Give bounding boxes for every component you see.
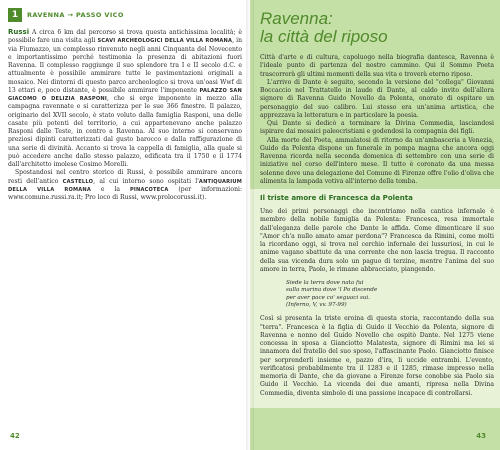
place-name: PALAZZO SAN GIACOMO O DELIZIA RASPONI [8, 87, 243, 102]
paragraph: Alla morte del Poeta, ammalatosi di ritorno da un'ambasceria a Venezia, Guido da Polenta dispone un funerale in pompa magna che ancora oggi Ravenna ricorda nella seconda domenica di settembre con una serie di iniziative nel corso dell'intero mese. Il tutto è coronato da una messa solenne dove una delegazione del Comune di Firenze offre l'olio d'oliva che alimenta la lampada votiva all'interno della tomba. [260, 136, 494, 185]
paragraph: L'arrivo di Dante è seguito, secondo la versione del "collega" Giovanni Boccaccio nel Trattatello in laude di Dante, al caldo invito dell'allora signore di Ravenna Guido Novello da Polenta, onorato di ospitare un personaggio del suo calibro. Lui stesso era un'anima artistica, che apprezzava la letteratura e in particolare la poesia. [260, 78, 494, 119]
verse-line: per aver pace co' seguaci sui. [286, 294, 370, 301]
place-name: ANTIQUARIUM DELLA VILLA ROMANA [8, 178, 242, 193]
running-head [8, 8, 242, 22]
box-body [260, 208, 494, 274]
box-paragraph: Uno dei primi personaggi che incontriamo nella cantica infernale è membro della nobile famiglia da Polenta: Francesca, resa immortale dall'eleganza delle parole che Dante le affida. Come dimenticare il suo "Amor ch'a nullo amato amar perdona"? Francesca da Rimini, come molti la ricordano oggi, si trova nel cerchio infernale dei lussuriosi, in cui le anime vagano sbattute da una corrente che non lascia tregua. Il racconto della sua vicenda dura solo un paguo di terzine, mentre l'anima del suo amore in terra, Paolo, le rimane abbracciato, piangendo. [260, 208, 494, 273]
chapter-title: Ravenna: la città del riposo [260, 9, 388, 46]
verse-quote [286, 280, 494, 309]
book-gutter [246, 0, 254, 450]
sidebar-box-francesca [250, 189, 500, 408]
paragraph: Città d'arte e di cultura, capoluogo nella biografia dantesca, Ravenna è l'ideale punto di partenza del nostro cammino. Qui il Sommo Poeta trascorrerà gli ultimi momenti della sua vita e troverà eterno riposo. [260, 54, 494, 78]
paragraph: Qui Dante si dedicò a terminare la Divina Commedia, lasciandosi ispirare dai mosaici paleocristiani e godendosi la compagnia dei figli. [260, 120, 494, 136]
page-number-left: 42 [10, 432, 20, 440]
verse-line: sulla marina dove 'l Po discende [286, 287, 378, 294]
verse-citation: (Inferno, V, vv. 97-99) [286, 302, 347, 309]
right-body-text [260, 54, 494, 186]
box-title: Il triste amore di Francesca da Polenta [260, 194, 413, 202]
place-name: SCAVI ARCHEOLOGICI DELLA VILLA ROMANA [97, 38, 233, 45]
page-number-right: 43 [476, 432, 486, 440]
place-name: PINACOTECA [129, 186, 169, 193]
place-name: CASTELLO [62, 178, 94, 185]
running-head-title: RAVENNA → PASSO VICO [27, 11, 124, 19]
chapter-number-badge: 1 [8, 8, 22, 22]
left-body-text [8, 28, 242, 202]
right-page [250, 0, 500, 450]
lead-word: Russi [8, 28, 30, 36]
paragraph-castello: Spostandosi nel centro storico di Russi, è possibile ammirare ancora resti dell'antico CASTELLO, al cui interno sono ospitati l'ANTIQUARIUM DELLA VILLA ROMANA e la PINACOTECA (per informazioni: www.comune.russi.ra.it; Pro loco di Russi, www.prolocorussi.it). [8, 169, 243, 201]
verse-line: Siede la terra dove nata fui [286, 280, 364, 287]
box-paragraph: Così si presenta la triste eroina di questa storia, raccontando della sua "terra". Francesca è la figlia di Guido il Vecchio da Polenta, signore di Ravenna e nonno del Guido Novello che ospitò Dante. Nel 1275 viene concessa in sposa a Gianciotto Malatesta, signore di Rimini ma lei si innamora del fratello del suo sposo, l'affascinante Paolo. Gianciotto finisce per sorprenderli insieme e, pazzo d'ira, li uccide entrambi. L'evento, verificatosi probabilmente tra il 1283 e il 1285, rimase impresso nella memoria di Dante, che da giovane a Firenze forse conobbe sia Paolo sia Guido il Vecchio. La vicenda dei due amanti, ripresa nella Divina Commedia, diventa simbolo di una passione incapace di controllarsi. [260, 315, 494, 397]
paragraph-russi: Russi A circa 6 km dal percorso si trova questa antichissima località; è possibile fare una visita agli SCAVI ARCHEOLOGICI DELLA VILLA ROMANA, in via Fiumazzo, un complesso rinvenuto negli anni Cinquanta del Novecento e importantissimo perché testimonia la presenza di abitazioni fuori Ravenna. Il complesso raggiunge il suo splendore tra I e II secolo d.C. e attualmente è possibile ammirare tutte le pavimentazioni originali a mosaico. Nei dintorni di questo parco archeologico si trova un'oasi Wwf di 13 ettari e, poco distante, è possibile ammirare l'imponente PALAZZO SAN GIACOMO O DELIZIA RASPONI, che si erge imponente in mezzo alla campagna ravennate e si caratterizza per le sue 366 finestre. Il palazzo, originario del XVII secolo, è stato voluto dalla famiglia Rasponi, una delle casate più potenti del territorio, a cui appartenevano anche palazzo Rasponi dalle Teste, in centro a Ravenna. Al suo interno si conservano preziosi dipinti caratterizzati dal gusto barocco e dalla raffigurazione di una serie di divinità. Accanto si trova la cappella di famiglia, alla quale si può accedere anche dallo stesso palazzo, edificata tra il 1750 e il 1774 dall'architetto imolese Cosimo Morelli. [8, 28, 243, 168]
